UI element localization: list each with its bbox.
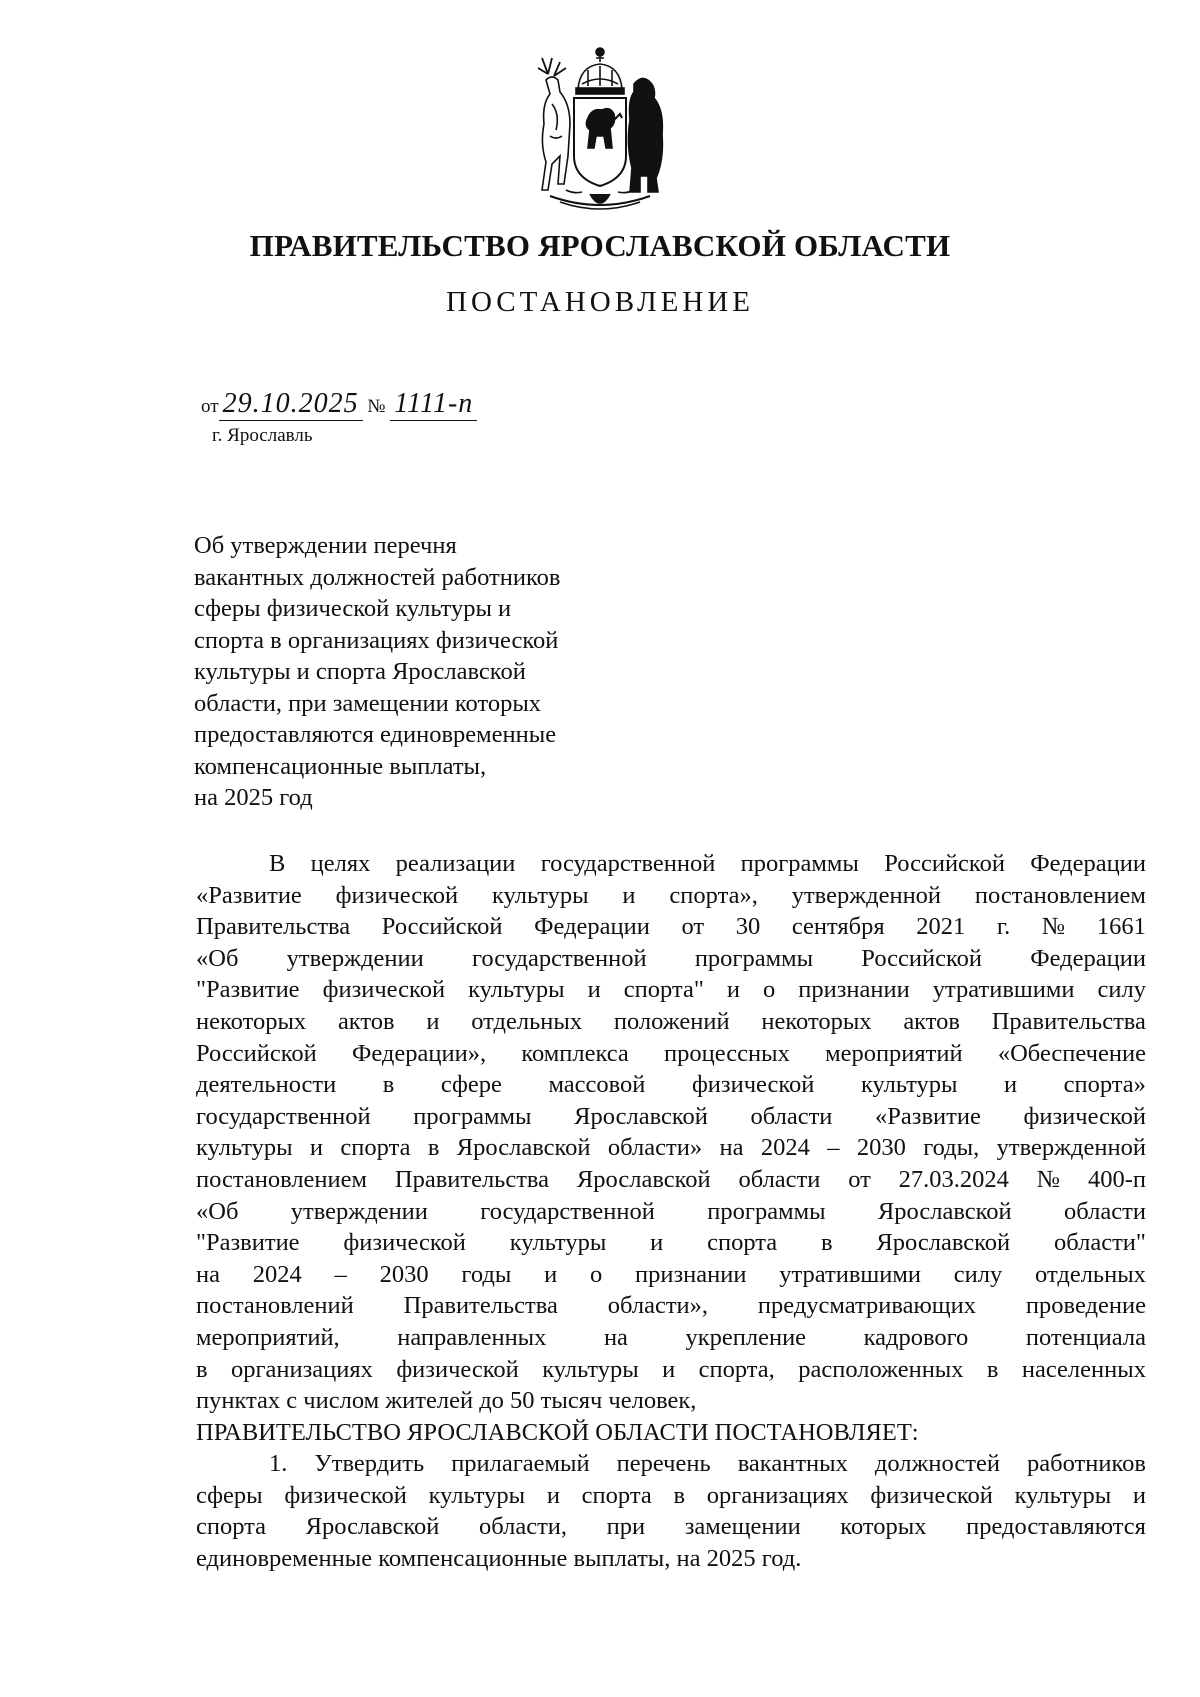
document-body <box>196 848 1146 1575</box>
text-line: "Развитие физической культуры и спорта в Ярославской области" <box>196 1229 1146 1257</box>
text-line: 1. Утвердить прилагаемый перечень вакантных должностей работников <box>269 1450 1146 1478</box>
text-line: мероприятий, направленных на укрепление кадрового потенциала <box>196 1323 1146 1351</box>
text-line: Российской Федерации», комплекса процессных мероприятий «Обеспечение <box>196 1039 1146 1067</box>
text-line: «Развитие физической культуры и спорта», утвержденной постановлением <box>196 881 1146 909</box>
number-label: № <box>367 396 386 417</box>
item-1-paragraph <box>196 1448 1146 1574</box>
yaroslavl-coat-of-arms-icon <box>530 44 670 214</box>
text-line: государственной программы Ярославской области «Развитие физической <box>196 1102 1146 1130</box>
text-line: постановлений Правительства области», предусматривающих проведение <box>196 1292 1146 1320</box>
document-number: 1111-п <box>390 388 477 421</box>
subject-line: на 2025 год <box>194 784 313 811</box>
document-date-number <box>201 388 477 421</box>
document-type: ПОСТАНОВЛЕНИЕ <box>446 286 754 318</box>
text-line: «Об утверждении государственной программы Российской Федерации <box>196 944 1146 972</box>
text-line: единовременные компенсационные выплаты, на 2025 год. <box>196 1545 802 1573</box>
text-line: на 2024 – 2030 годы и о признании утратившими силу отдельных <box>196 1260 1146 1288</box>
text-line: постановлением Правительства Ярославской области от 27.03.2024 № 400-п <box>196 1165 1146 1193</box>
text-line: Правительства Российской Федерации от 30 сентября 2021 г. № 1661 <box>196 913 1146 941</box>
text-line: В целях реализации государственной программы Российской Федерации <box>269 850 1146 877</box>
subject-line: сферы физической культуры и <box>194 595 512 622</box>
text-line: деятельности в сфере массовой физической культуры и спорта» <box>196 1071 1146 1099</box>
text-line: "Развитие физической культуры и спорта" и о признании утратившими силу <box>196 976 1146 1004</box>
text-line: спорта Ярославской области, при замещении которых предоставляются <box>196 1513 1146 1541</box>
subject-line: предоставляются единовременные <box>194 721 557 748</box>
government-title: ПРАВИТЕЛЬСТВО ЯРОСЛАВСКОЙ ОБЛАСТИ <box>249 228 951 263</box>
document-date: 29.10.2025 <box>219 388 363 421</box>
date-label: от <box>201 396 219 417</box>
subject-line: вакантных должностей работников <box>194 563 561 591</box>
subject-line: культуры и спорта Ярославской <box>194 658 526 685</box>
preamble-paragraph <box>196 848 1146 1417</box>
resolves-line: ПРАВИТЕЛЬСТВО ЯРОСЛАВСКОЙ ОБЛАСТИ ПОСТАНОВЛЯЕТ: <box>196 1418 919 1446</box>
document-subject <box>194 530 654 814</box>
text-line: пунктах с числом жителей до 50 тысяч человек, <box>196 1387 697 1415</box>
subject-line: области, при замещении которых <box>194 689 542 717</box>
subject-line: Об утверждении перечня <box>194 532 457 559</box>
text-line: в организациях физической культуры и спорта, расположенных в населенных <box>196 1355 1146 1383</box>
text-line: культуры и спорта в Ярославской области» на 2024 – 2030 годы, утвержденной <box>196 1134 1146 1162</box>
subject-line: спорта в организациях физической <box>194 626 559 654</box>
document-city: г. Ярославль <box>212 425 313 446</box>
text-line: сферы физической культуры и спорта в организациях физической культуры и <box>196 1481 1146 1509</box>
subject-line: компенсационные выплаты, <box>194 752 487 780</box>
text-line: некоторых актов и отдельных положений некоторых актов Правительства <box>196 1007 1146 1035</box>
text-line: «Об утверждении государственной программы Ярославской области <box>196 1197 1146 1225</box>
